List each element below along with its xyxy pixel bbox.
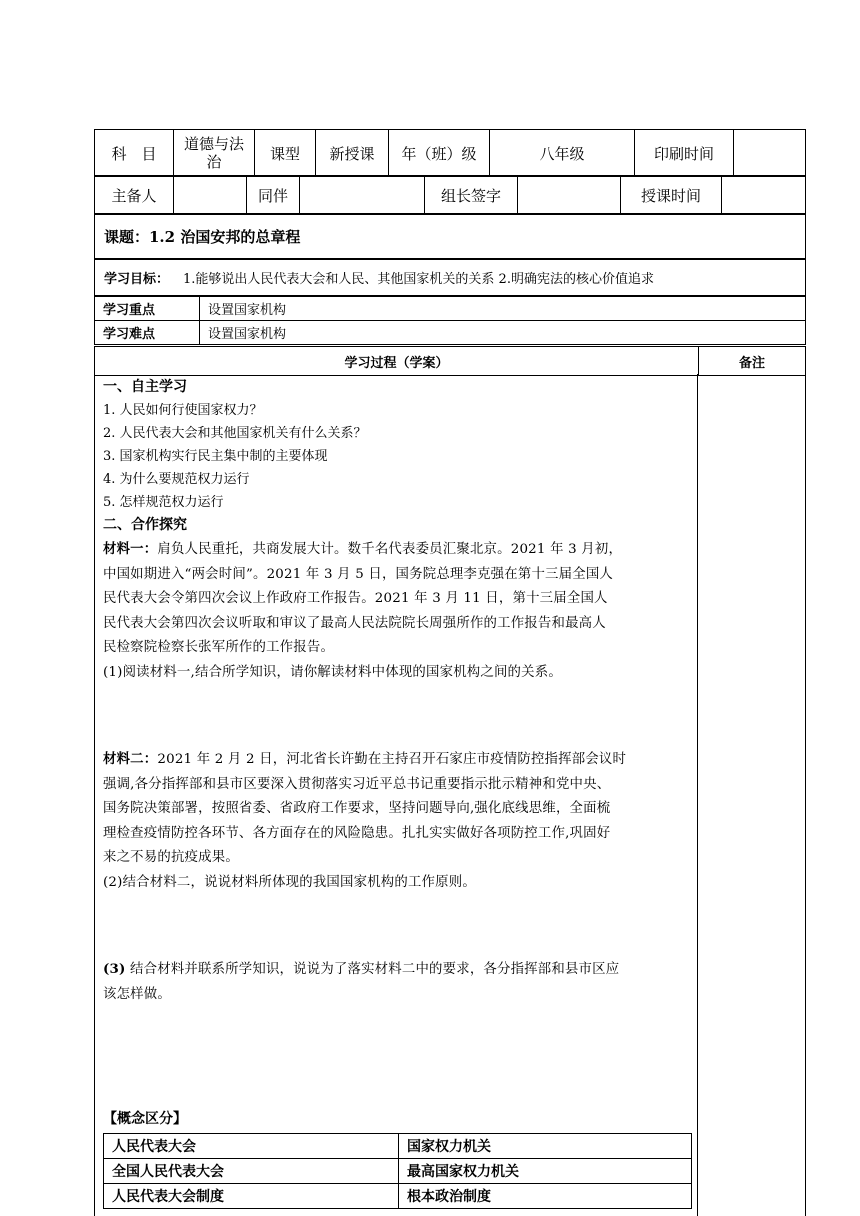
material1-line: 民检察院检察长张军所作的工作报告。 <box>103 640 335 655</box>
preparer-value <box>174 176 247 215</box>
lesson-type-label: 课型 <box>255 130 316 177</box>
process-header: 学习过程（学案） <box>95 347 699 376</box>
material2-line: 强调,各分指挥部和县市区要深入贯彻落实习近平总书记重要指示批示精神和党中央、 <box>103 776 611 792</box>
subject-value: 道德与法治 <box>174 130 255 177</box>
concept-row <box>104 1134 692 1159</box>
answer-space-2 <box>103 895 693 957</box>
leader-sign-label: 组长签字 <box>425 176 518 215</box>
material2-line: 来之不易的抗疫成果。 <box>103 850 239 865</box>
material2-line: 理检查疫情防控各环节、各方面存在的风险隐患。扎扎实实做好各项防控工作,巩固好 <box>103 825 611 841</box>
question-item: 3. 国家机构实行民主集中制的主要体现 <box>103 449 328 464</box>
question-3-line: 该怎样做。 <box>103 986 171 1002</box>
key-point-value: 设置国家机构 <box>200 297 806 321</box>
question-3-label: (3) <box>103 961 126 977</box>
key-point-row <box>95 297 806 321</box>
material2-line: 2021 年 2 月 2 日，河北省长许勤在主持召开石家庄市疫情防控指挥部会议时 <box>157 752 627 767</box>
material1-label: 材料一： <box>103 541 158 557</box>
class-time-value <box>722 176 806 215</box>
concept-definition: 国家权力机关 <box>399 1134 692 1159</box>
concept-term: 人民代表大会制度 <box>104 1184 399 1209</box>
subject-label: 科 目 <box>95 130 174 177</box>
print-time-label: 印刷时间 <box>635 130 734 177</box>
difficulty-row <box>95 321 806 345</box>
grade-label: 年（班）级 <box>389 130 490 177</box>
material2-label: 材料二： <box>103 751 158 767</box>
question-item: 4. 为什么要规范权力运行 <box>103 472 250 487</box>
section1-title: 一、自主学习 <box>103 379 187 395</box>
concept-term: 全国人民代表大会 <box>104 1159 399 1184</box>
learning-goal-label: 学习目标： <box>104 272 170 287</box>
learning-goal <box>94 259 806 296</box>
concept-table <box>103 1133 692 1209</box>
notes-header: 备注 <box>699 347 806 376</box>
key-points-table <box>94 296 806 345</box>
question-2: (2)结合材料二，说说材料所体现的我国国家机构的工作原则。 <box>103 874 476 890</box>
notes-column <box>698 374 806 1216</box>
concept-row <box>104 1184 692 1209</box>
material2-line: 国务院决策部署，按照省委、省政府工作要求，坚持问题导向,强化底线思维，全面梳 <box>103 801 611 816</box>
class-time-label: 授课时间 <box>621 176 722 215</box>
lesson-topic: 课题：1.2 治国安邦的总章程 <box>94 213 806 259</box>
concept-definition: 根本政治制度 <box>399 1184 692 1209</box>
learning-goal-text: 1.能够说出人民代表大会和人民、其他国家机关的关系 2.明确宪法的核心价值追求 <box>183 272 654 287</box>
question-3 <box>103 957 693 1007</box>
preparer-label: 主备人 <box>95 176 174 215</box>
material1-line: 中国如期进入“两会时间”。2021 年 3 月 5 日，国务院总理李克强在第十三届全国人 <box>103 566 613 582</box>
question-item: 1. 人民如何行使国家权力？ <box>103 403 263 418</box>
material2 <box>103 747 693 895</box>
concept-row <box>104 1159 692 1184</box>
material1-line: 民代表大会令第四次会议上作政府工作报告。2021 年 3 月 11 日，第十三届全国人 <box>103 591 608 606</box>
answer-space-1 <box>103 685 693 747</box>
process-content <box>103 376 693 1007</box>
difficulty-value: 设置国家机构 <box>200 321 806 345</box>
process-header-row <box>94 346 806 376</box>
leader-sign-value <box>518 176 621 215</box>
print-time-value <box>734 130 806 177</box>
header-row-1 <box>94 129 806 177</box>
question-item: 5. 怎样规范权力运行 <box>103 495 224 510</box>
partner-value <box>300 176 425 215</box>
lesson-type-value: 新授课 <box>316 130 389 177</box>
question-3-line: 结合材料并联系所学知识，说说为了落实材料二中的要求，各分指挥部和县市区应 <box>125 962 620 977</box>
grade-value: 八年级 <box>490 130 635 177</box>
key-point-label: 学习重点 <box>95 297 200 321</box>
material1-line: 民代表大会第四次会议听取和审议了最高人民法院院长周强所作的工作报告和最高人 <box>103 615 606 631</box>
partner-label: 同伴 <box>247 176 300 215</box>
concept-title: 【概念区分】 <box>103 1111 187 1127</box>
material1-line: 肩负人民重托，共商发展大计。数千名代表委员汇聚北京。2021 年 3 月初， <box>157 542 623 557</box>
question-item: 2. 人民代表大会和其他国家机关有什么关系？ <box>103 426 367 441</box>
concept-term: 人民代表大会 <box>104 1134 399 1159</box>
material1 <box>103 537 693 685</box>
concept-definition: 最高国家权力机关 <box>399 1159 692 1184</box>
header-row-2 <box>94 175 806 215</box>
difficulty-label: 学习难点 <box>95 321 200 345</box>
section2-title: 二、合作探究 <box>103 517 187 533</box>
question-1: (1)阅读材料一,结合所学知识，请你解读材料中体现的国家机构之间的关系。 <box>103 664 562 680</box>
